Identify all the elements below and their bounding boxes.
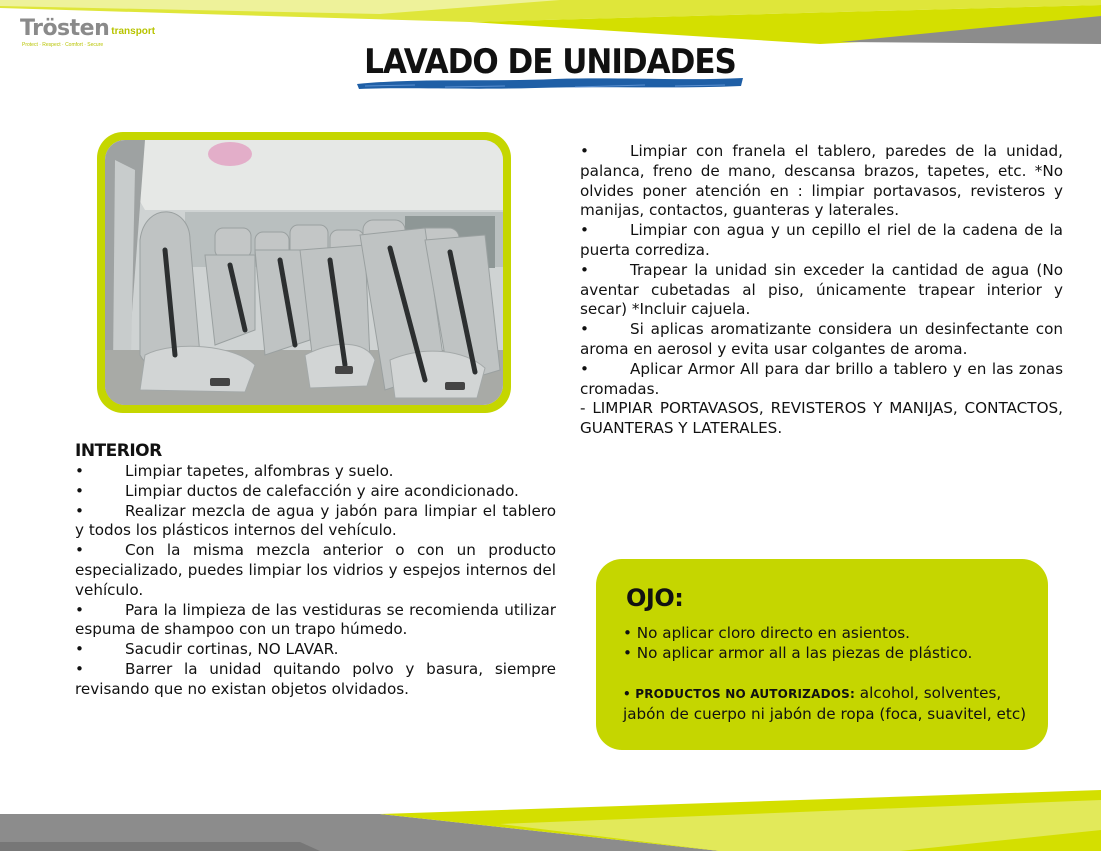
brand-suffix: transport	[111, 26, 156, 37]
cleaning-note: - LIMPIAR PORTAVASOS, REVISTEROS Y MANIJAS, CONTACTOS, GUANTERAS Y LATERALES.	[580, 399, 1063, 438]
warning-box	[596, 559, 1048, 750]
van-interior-illustration	[105, 140, 503, 405]
interior-item: • Barrer la unidad quitando polvo y basura, siempre revisando que no existan objetos olvidados.	[75, 659, 556, 698]
title-block	[355, 42, 745, 94]
warning-item: • No aplicar armor all a las piezas de plástico.	[623, 644, 973, 662]
interior-item: • Con la misma mezcla anterior o con un producto especializado, puedes limpiar los vidrios y espejos internos del vehículo.	[75, 541, 556, 599]
van-interior-photo	[105, 140, 503, 405]
interior-item: • Sacudir cortinas, NO LAVAR.	[75, 640, 339, 659]
unauthorized-products-text: alcohol, solventes, jabón de cuerpo ni jabón de ropa (foca, suavitel, etc)	[623, 684, 1027, 723]
interior-section	[75, 441, 556, 700]
brand-tagline: Protect · Respect · Comfort · Secure	[22, 42, 104, 48]
interior-item: • Limpiar ductos de calefacción y aire acondicionado.	[75, 481, 519, 500]
cleaning-step: • Si aplicas aromatizante considera un desinfectante con aroma en aerosol y evita usar colgantes de aroma.	[580, 320, 1063, 358]
interior-item: • Realizar mezcla de agua y jabón para limpiar el tablero y todos los plásticos internos del vehículo.	[75, 501, 556, 540]
brand-logo	[20, 16, 156, 48]
bottom-decorative-band	[0, 790, 1101, 851]
warning-item: • No aplicar cloro directo en asientos.	[623, 624, 911, 642]
interior-item: • Para la limpieza de las vestiduras se recomienda utilizar espuma de shampoo con un trapo húmedo.	[75, 600, 556, 639]
warning-list	[623, 623, 1043, 663]
cleaning-step: • Aplicar Armor All para dar brillo a tablero y en las zonas cromadas.	[580, 359, 1063, 398]
brand-name: Trösten	[20, 16, 110, 41]
interior-item: • Limpiar tapetes, alfombras y suelo.	[75, 462, 394, 480]
cleaning-steps-section	[580, 142, 1063, 439]
photo-frame	[97, 132, 511, 413]
warning-title: OJO:	[626, 584, 684, 612]
page-title: LAVADO DE UNIDADES	[364, 42, 736, 82]
interior-heading: INTERIOR	[75, 441, 162, 461]
unauthorized-products-label: • PRODUCTOS NO AUTORIZADOS:	[623, 687, 855, 701]
unauthorized-products-note	[623, 683, 1043, 724]
cleaning-step: • Trapear la unidad sin exceder la cantidad de agua (No aventar cubetadas al piso, únicamente trapear interior y secar) *Incluir cajuela.	[580, 260, 1063, 319]
cleaning-step: • Limpiar con franela el tablero, paredes de la unidad, palanca, freno de mano, descansa brazos, tapetes, etc. *No olvides poner atención en : limpiar portavasos, revisteros y manijas, contactos, guanteras y laterales.	[580, 142, 1063, 220]
cleaning-step: • Limpiar con agua y un cepillo el riel de la cadena de la puerta corrediza.	[580, 221, 1063, 259]
top-decorative-band	[0, 0, 1101, 48]
